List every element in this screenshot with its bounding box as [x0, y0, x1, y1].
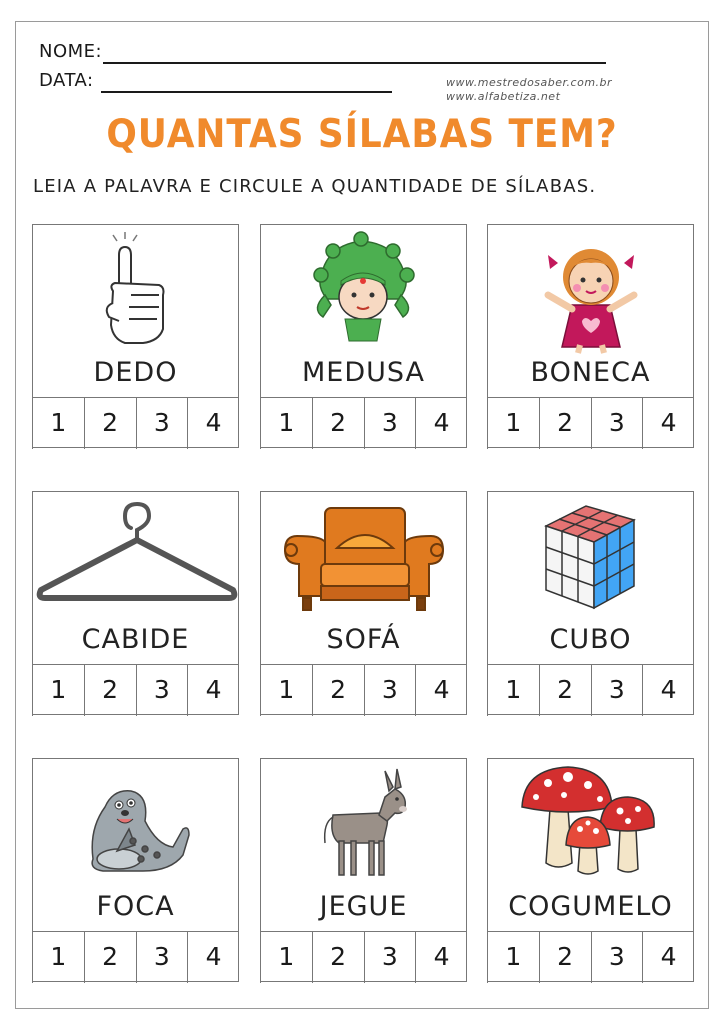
option-3[interactable]: 3 [364, 398, 416, 449]
syllable-options [260, 931, 467, 983]
card-word: CUBO [549, 624, 632, 655]
option-4[interactable]: 4 [642, 398, 694, 449]
instruction-text: LEIA A PALAVRA E CIRCULE A QUANTIDADE DE SÍLABAS. [33, 176, 597, 197]
rubik-cube-icon [488, 492, 693, 624]
card-medusa [260, 224, 467, 448]
option-2[interactable]: 2 [312, 932, 364, 983]
option-2[interactable]: 2 [84, 665, 136, 716]
date-line [101, 91, 392, 93]
card-cabide [32, 491, 239, 715]
option-1[interactable]: 1 [487, 398, 539, 449]
syllable-options [260, 664, 467, 716]
option-1[interactable]: 1 [260, 398, 312, 449]
donkey-icon [261, 759, 466, 891]
option-3[interactable]: 3 [136, 932, 188, 983]
doll-icon [488, 225, 693, 357]
option-4[interactable]: 4 [642, 932, 694, 983]
medusa-icon [261, 225, 466, 357]
option-2[interactable]: 2 [312, 398, 364, 449]
date-field [39, 70, 94, 91]
mushroom-icon [488, 759, 693, 891]
option-1[interactable]: 1 [260, 665, 312, 716]
option-3[interactable]: 3 [591, 665, 643, 716]
card-foca [32, 758, 239, 982]
syllable-options [487, 397, 694, 449]
syllable-options [487, 931, 694, 983]
card-boneca [487, 224, 694, 448]
card-word: CABIDE [81, 624, 190, 655]
option-2[interactable]: 2 [539, 932, 591, 983]
card-word: FOCA [96, 891, 175, 922]
option-4[interactable]: 4 [187, 398, 239, 449]
option-2[interactable]: 2 [84, 398, 136, 449]
finger-icon [33, 225, 238, 357]
option-3[interactable]: 3 [364, 665, 416, 716]
option-2[interactable]: 2 [539, 398, 591, 449]
option-4[interactable]: 4 [642, 665, 694, 716]
option-1[interactable]: 1 [32, 398, 84, 449]
site-text-2: www.alfabetiza.net [446, 90, 561, 103]
name-line [103, 62, 606, 64]
option-1[interactable]: 1 [487, 932, 539, 983]
card-dedo [32, 224, 239, 448]
name-field [39, 41, 102, 62]
option-2[interactable]: 2 [84, 932, 136, 983]
option-3[interactable]: 3 [591, 398, 643, 449]
option-4[interactable]: 4 [187, 665, 239, 716]
name-label: NOME: [39, 41, 103, 62]
option-2[interactable]: 2 [312, 665, 364, 716]
card-word: COGUMELO [508, 891, 673, 922]
option-1[interactable]: 1 [32, 932, 84, 983]
card-sofa [260, 491, 467, 715]
site-text-1: www.mestredosaber.com.br [446, 76, 613, 89]
option-3[interactable]: 3 [591, 932, 643, 983]
option-1[interactable]: 1 [32, 665, 84, 716]
syllable-options [487, 664, 694, 716]
option-4[interactable]: 4 [415, 665, 467, 716]
seal-icon [33, 759, 238, 891]
page-title: QUANTAS SÍLABAS TEM? [106, 112, 618, 157]
date-label: DATA: [39, 70, 94, 91]
option-3[interactable]: 3 [136, 398, 188, 449]
card-jegue [260, 758, 467, 982]
card-word: JEGUE [319, 891, 408, 922]
option-1[interactable]: 1 [487, 665, 539, 716]
card-word: MEDUSA [301, 357, 426, 388]
syllable-options [32, 931, 239, 983]
syllable-options [32, 664, 239, 716]
option-4[interactable]: 4 [415, 398, 467, 449]
card-word: SOFÁ [326, 624, 401, 655]
syllable-options [260, 397, 467, 449]
option-3[interactable]: 3 [136, 665, 188, 716]
card-word: DEDO [93, 357, 178, 388]
option-4[interactable]: 4 [415, 932, 467, 983]
card-cubo [487, 491, 694, 715]
option-4[interactable]: 4 [187, 932, 239, 983]
card-cogumelo [487, 758, 694, 982]
hanger-icon [33, 492, 238, 624]
sofa-icon [261, 492, 466, 624]
syllable-options [32, 397, 239, 449]
option-3[interactable]: 3 [364, 932, 416, 983]
card-word: BONECA [530, 357, 651, 388]
option-1[interactable]: 1 [260, 932, 312, 983]
option-2[interactable]: 2 [539, 665, 591, 716]
